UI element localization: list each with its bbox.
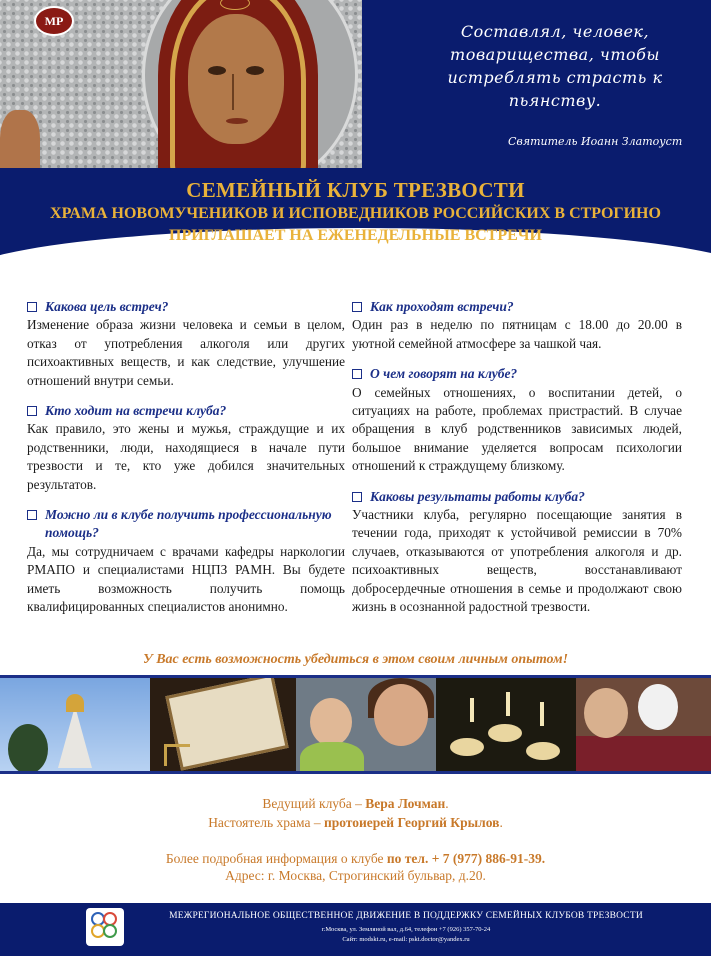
faq-item <box>352 298 682 353</box>
faq-question: Можно ли в клубе получить профессиональную помощь? <box>45 507 332 541</box>
faq-answer: Один раз в неделю по пятницам с 18.00 до 20.00 в уютной семейной атмосфере за чашкой чая. <box>352 317 682 351</box>
faq-answer: Как правило, это жены и мужья, страждущие и их родственники, люди, находящиеся в начале пути трезвости и те, кто уже добился значительных результатов. <box>27 421 345 492</box>
rector-line: Настоятель храма – протоиерей Георгий Крылов. <box>208 815 503 830</box>
address-line: Адрес: г. Москва, Строгинский бульвар, д.20. <box>225 868 486 883</box>
family-photo <box>296 678 436 771</box>
phone-number: по тел. + 7 (977) 886-91-39. <box>386 851 546 866</box>
faq-item <box>352 488 682 617</box>
checkbox-bullet-icon <box>27 406 37 416</box>
faq-answer: Участники клуба, регулярно посещающие занятия в течении года, приходят к устойчивой ремиссии в 70% случаев, отказываются от употребления алкоголя и др. психоактивных веществ, восстанавливают добросердечные отношения в семье и продолжают свою жизнь в осознанной радостной трезвости. <box>352 507 682 615</box>
quote-line: истреблять страсть к <box>447 68 663 87</box>
footer-org-name: МЕЖРЕГИОНАЛЬНОЕ ОБЩЕСТВЕННОЕ ДВИЖЕНИЕ В ПОДДЕРЖКУ СЕМЕЙНЫХ КЛУБОВ ТРЕЗВОСТИ <box>169 911 643 921</box>
checkbox-bullet-icon <box>352 302 362 312</box>
checkbox-bullet-icon <box>27 302 37 312</box>
photo-strip <box>0 675 711 774</box>
quote-line: товарищества, чтобы <box>450 45 660 64</box>
org-logo <box>86 908 124 946</box>
rector-name: протоиерей Георгий Крылов <box>323 815 500 830</box>
right-column <box>352 298 682 629</box>
faq-answer: Да, мы сотрудничаем с врачами кафедры наркологии РМАПО и специалистами НЦПЗ РАМН. Вы будете иметь возможность получить помощь квалифицированных специалистов анонимно. <box>27 543 345 615</box>
faq-question: Как проходят встречи? <box>370 299 514 314</box>
leader-line: Ведущий клуба – Вера Лочман. <box>262 796 449 811</box>
invite-text: У Вас есть возможность убедиться в этом своим личным опытом! <box>142 652 569 667</box>
faq-question: Какова цель встреч? <box>45 299 169 314</box>
faq-answer: О семейных отношениях, о воспитании детей, о ситуациях на работе, проблемах пристрастий. В случае обращения в клуб родственников зависимых людей, большое внимание уделяется вопросам психологии отношений к страждущему близкому. <box>352 384 682 474</box>
faq-item <box>27 298 345 390</box>
tea-table-photo <box>436 678 576 771</box>
faq-item <box>27 506 345 616</box>
faq-question: Кто ходит на встречи клуба? <box>45 403 227 419</box>
page-subtitle: ХРАМА НОВОМУЧЕНИКОВ И ИСПОВЕДНИКОВ РОССИЙСКИХ В СТРОГИНО <box>50 205 661 222</box>
faq-item <box>352 365 682 475</box>
meeting-photo <box>576 678 711 771</box>
checkbox-bullet-icon <box>27 510 37 520</box>
faq-question: Каковы результаты работы клуба? <box>370 488 585 504</box>
footer-address: г.Москва, ул. Земляной вал, д.64, телефон +7 (926) 357-70-24 <box>321 926 491 933</box>
leader-name: Вера Лочман <box>365 796 446 811</box>
icon-monogram: ΜΡ <box>34 6 74 36</box>
book-photo <box>150 678 296 771</box>
left-column <box>27 298 345 629</box>
footer-web: Сайт: modskt.ru, e-mail: pskt.doctor@yandex.ru <box>342 936 470 943</box>
church-photo <box>0 678 150 771</box>
page-subtitle-invite: ПРИГЛАШАЕТ НА ЕЖЕНЕДЕЛЬНЫЕ ВСТРЕЧИ <box>169 227 542 244</box>
faq-item <box>27 402 345 494</box>
icon-image <box>0 0 362 168</box>
phone-line: Более подробная информация о клубе по тел. + 7 (977) 886-91-39. <box>165 851 546 866</box>
quote-line: пьянству. <box>508 91 602 110</box>
checkbox-bullet-icon <box>352 369 362 379</box>
faq-question: О чем говорят на клубе? <box>370 366 518 382</box>
quote-author: Святитель Иоанн Златоуст <box>508 135 683 148</box>
checkbox-bullet-icon <box>352 492 362 502</box>
quote-line: Составлял, человек, <box>460 22 650 41</box>
page-title: СЕМЕЙНЫЙ КЛУБ ТРЕЗВОСТИ <box>186 178 525 202</box>
faq-answer: Изменение образа жизни человека и семьи в целом, отказ от употребления алкоголя или других психоактивных веществ, и как следствие, улучшение отношений внутри семьи. <box>27 317 345 388</box>
quote-text <box>420 20 690 112</box>
